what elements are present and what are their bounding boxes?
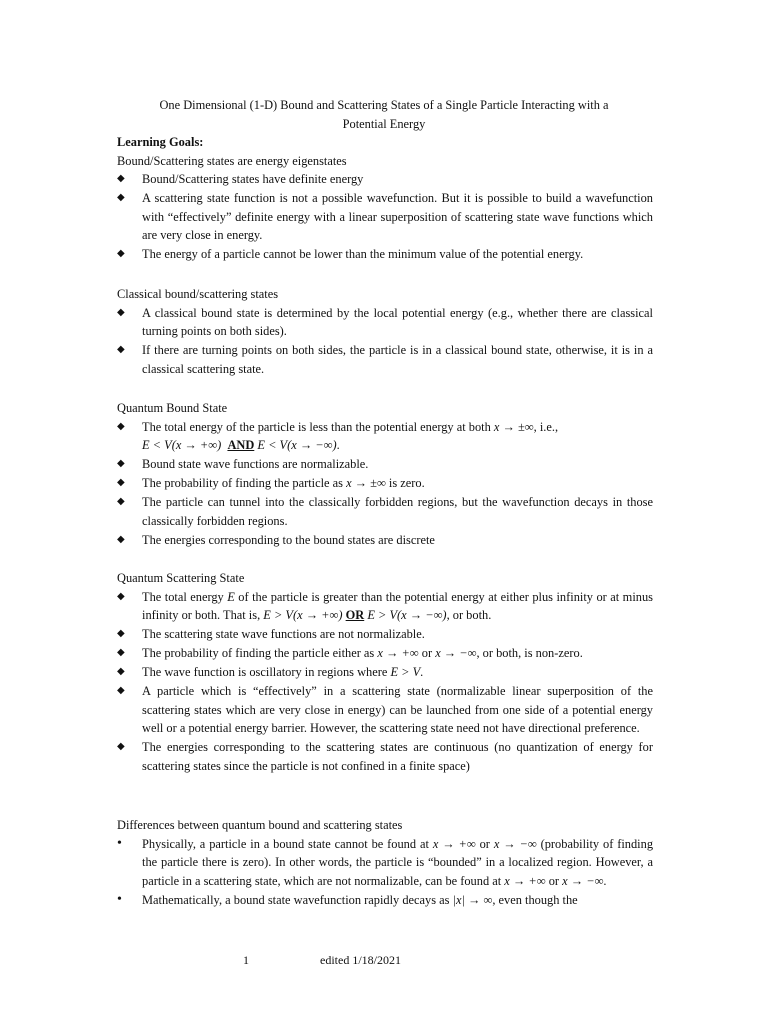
diamond-bullet-icon: ◆: [117, 173, 125, 185]
list-item: ◆ A classical bound state is determined by the local potential energy (e.g., whether there are classical turning points on both sides).: [117, 305, 653, 339]
list-item: ◆ The energies corresponding to the bound states are discrete: [117, 531, 653, 550]
list-item: • Mathematically, a bound state wavefunction rapidly decays as |x| → ∞, even though the: [117, 891, 578, 907]
diamond-bullet-icon: ◆: [117, 306, 125, 318]
classical-heading: Classical bound/scattering states: [117, 287, 279, 301]
list-item: ◆ A particle which is “effectively” in a scattering state (normalizable linear superposition of the scattering states which are very close in energy) can be launched from one side of a potential energy well or a potential energy barrier. However, the scattering state need not have directional preference.: [117, 684, 653, 736]
diamond-bullet-icon: ◆: [117, 685, 125, 697]
diamond-bullet-icon: ◆: [117, 420, 125, 432]
list-item: ◆ The energies corresponding to the scattering states are continuous (no quantization of energy for scattering states since the particle is not confined in a finite space): [117, 740, 653, 773]
list-item: ◆ The wave function is oscillatory in regions where E > V.: [117, 663, 653, 682]
list-item: ◆ Bound/Scattering states have definite energy: [117, 170, 653, 189]
diamond-bullet-icon: ◆: [117, 458, 125, 470]
list-item: ◆ The energy of a particle cannot be lower than the minimum value of the potential energy.: [117, 245, 653, 264]
quantum-scattering-section: [117, 569, 653, 776]
diamond-bullet-icon: ◆: [117, 477, 125, 489]
list-item: ◆ The probability of finding the particle as x → ±∞ is zero.: [117, 474, 653, 493]
diamond-bullet-icon: ◆: [117, 647, 125, 659]
round-bullet-icon: •: [117, 891, 122, 907]
list-item: ◆ The scattering state wave functions are not normalizable.: [117, 625, 653, 644]
diamond-bullet-icon: ◆: [117, 533, 125, 545]
diamond-bullet-icon: ◆: [117, 248, 125, 260]
diamond-bullet-icon: ◆: [117, 344, 125, 356]
title-line-2: Potential Energy: [342, 117, 426, 131]
quantum-bound-heading: Quantum Bound State: [117, 401, 228, 415]
list-item: ◆ The total energy E of the particle is greater than the potential energy at either plus infinity or at minus infinity or both. That is, E > V(x → +∞) OR E > V(x → −∞), or both.: [117, 589, 653, 623]
title-line-1: One Dimensional (1-D) Bound and Scattering States of a Single Particle Interacting with a: [159, 98, 609, 112]
quantum-bound-section: [117, 399, 653, 550]
classical-section: [117, 285, 653, 379]
list-item: ◆ A scattering state function is not a possible wavefunction. But it is possible to build a wavefunction with “effectively” definite energy with a linear superposition of scattering state wave functions which are very close in energy.: [117, 191, 653, 243]
learning-goals-section: [117, 133, 653, 264]
diamond-bullet-icon: ◆: [117, 192, 125, 204]
diamond-bullet-icon: ◆: [117, 590, 125, 602]
diamond-bullet-icon: ◆: [117, 628, 125, 640]
differences-section: [117, 816, 653, 910]
round-bullet-icon: •: [117, 835, 122, 851]
diamond-bullet-icon: ◆: [117, 666, 125, 678]
edited-date: edited 1/18/2021: [320, 953, 401, 967]
list-item: • Physically, a particle in a bound state cannot be found at x → +∞ or x → −∞ (probability of finding the particle there is zero). In other words, the particle is “bounded” in a localized region. However, a particle in a scattering state, which are not normalizable, can be found at x → +∞ or x → −∞.: [117, 835, 654, 888]
list-item: ◆ Bound state wave functions are normalizable.: [117, 455, 653, 474]
diamond-bullet-icon: ◆: [117, 741, 125, 753]
page-number: 1: [243, 953, 249, 967]
list-item: ◆ The probability of finding the particle either as x → +∞ or x → −∞, or both, is non-zero.: [117, 644, 653, 663]
list-item: ◆ The particle can tunnel into the classically forbidden regions, but the wavefunction decays in those classically forbidden regions.: [117, 495, 653, 528]
list-item: ◆ If there are turning points on both sides, the particle is in a classical bound state, otherwise, it is in a classical scattering state.: [117, 343, 653, 376]
document-title: [110, 96, 658, 134]
list-item: ◆ The total energy of the particle is less than the potential energy at both x → ±∞, i.e., E < V(x → +∞) AND E < V(x → −∞).: [117, 419, 559, 453]
differences-heading: Differences between quantum bound and scattering states: [117, 818, 403, 832]
learning-goals-subheading: Bound/Scattering states are energy eigenstates: [117, 153, 347, 168]
quantum-scattering-heading: Quantum Scattering State: [117, 571, 245, 585]
learning-goals-heading: Learning Goals:: [117, 135, 204, 149]
diamond-bullet-icon: ◆: [117, 496, 125, 508]
